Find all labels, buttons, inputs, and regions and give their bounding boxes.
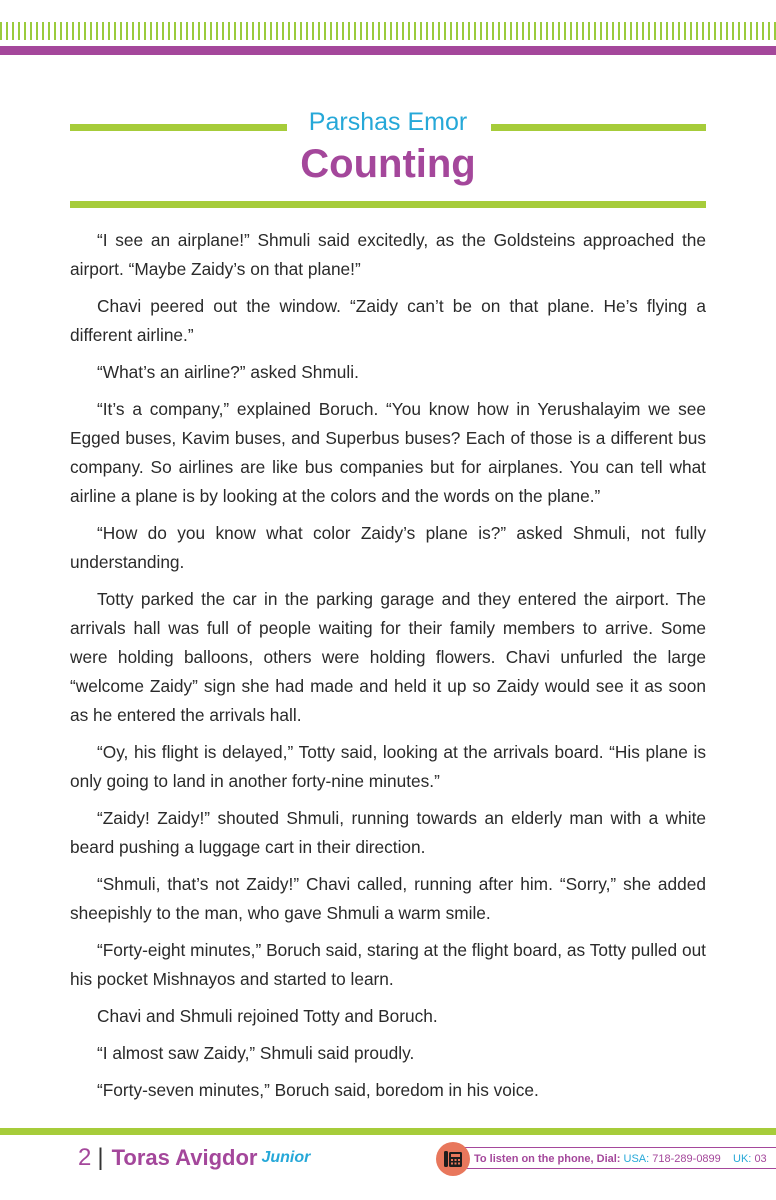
story-paragraph: “Forty-seven minutes,” Boruch said, boredom in his voice.: [97, 1080, 539, 1100]
parsha-title: Parshas Emor: [308, 108, 468, 136]
story-paragraph: “What’s an airline?” asked Shmuli.: [97, 362, 359, 382]
page-number: 2: [78, 1144, 92, 1171]
phone-icon: [436, 1142, 470, 1176]
bottom-green-bar: [0, 1128, 776, 1135]
story-paragraph: “I see an airplane!” Shmuli said excitedly, as the Goldsteins approached the airport. “Maybe Zaidy’s on that plane!”: [70, 230, 706, 279]
story-paragraph: “Forty-eight minutes,” Boruch said, staring at the flight board, as Totty pulled out his pocket Mishnayos and started to learn.: [70, 940, 706, 989]
footer-separator: |: [97, 1144, 104, 1171]
brand-name: Toras Avigdor: [111, 1145, 258, 1170]
uk-number: 03: [754, 1153, 767, 1165]
top-tick-border: [0, 22, 776, 40]
story-paragraph: “Shmuli, that’s not Zaidy!” Chavi called, running after him. “Sorry,” she added sheepishly to the man, who gave Shmuli a warm smile.: [70, 874, 706, 923]
footer-branding: [78, 1144, 310, 1176]
page-title: Counting: [300, 142, 476, 186]
uk-label: UK:: [733, 1153, 752, 1165]
usa-label: USA:: [623, 1153, 650, 1165]
story-body: [70, 226, 706, 1113]
story-paragraph: “Zaidy! Zaidy!” shouted Shmuli, running towards an elderly man with a white beard pushing a luggage cart in their direction.: [70, 808, 706, 857]
story-paragraph: “It’s a company,” explained Boruch. “You know how in Yerushalayim we see Egged buses, Kavim buses, and Superbus buses? Each of those is a different bus company. So airlines are like bus companies but for airplanes. You can tell what airline a plane is by looking at the colors and the words on the plane.”: [70, 399, 706, 506]
story-paragraph: Chavi and Shmuli rejoined Totty and Boruch.: [97, 1006, 438, 1026]
story-paragraph: “I almost saw Zaidy,” Shmuli said proudly.: [97, 1043, 415, 1063]
story-paragraph: Totty parked the car in the parking garage and they entered the airport. The arrivals hall was full of people waiting for their family members to arrive. Some were holding balloons, others were holding flowers. Chavi unfurled the large “welcome Zaidy” sign she had made and held it up so Zaidy would see it as soon as he entered the arrivals hall.: [70, 589, 706, 725]
page-header: [70, 104, 706, 214]
phone-info-box: [460, 1147, 776, 1169]
brand-subtitle: Junior: [261, 1149, 311, 1166]
phone-info: [436, 1142, 776, 1178]
story-paragraph: Chavi peered out the window. “Zaidy can’t be on that plane. He’s flying a different airline.”: [70, 296, 706, 345]
top-purple-bar: [0, 46, 776, 55]
header-rule-bottom: [70, 201, 706, 208]
story-paragraph: “Oy, his flight is delayed,” Totty said, looking at the arrivals board. “His plane is only going to land in another forty-nine minutes.”: [70, 742, 706, 791]
story-paragraph: “How do you know what color Zaidy’s plane is?” asked Shmuli, not fully understanding.: [70, 523, 706, 572]
dial-label: To listen on the phone, Dial:: [474, 1153, 621, 1165]
usa-number: 718-289-0899: [652, 1153, 721, 1165]
